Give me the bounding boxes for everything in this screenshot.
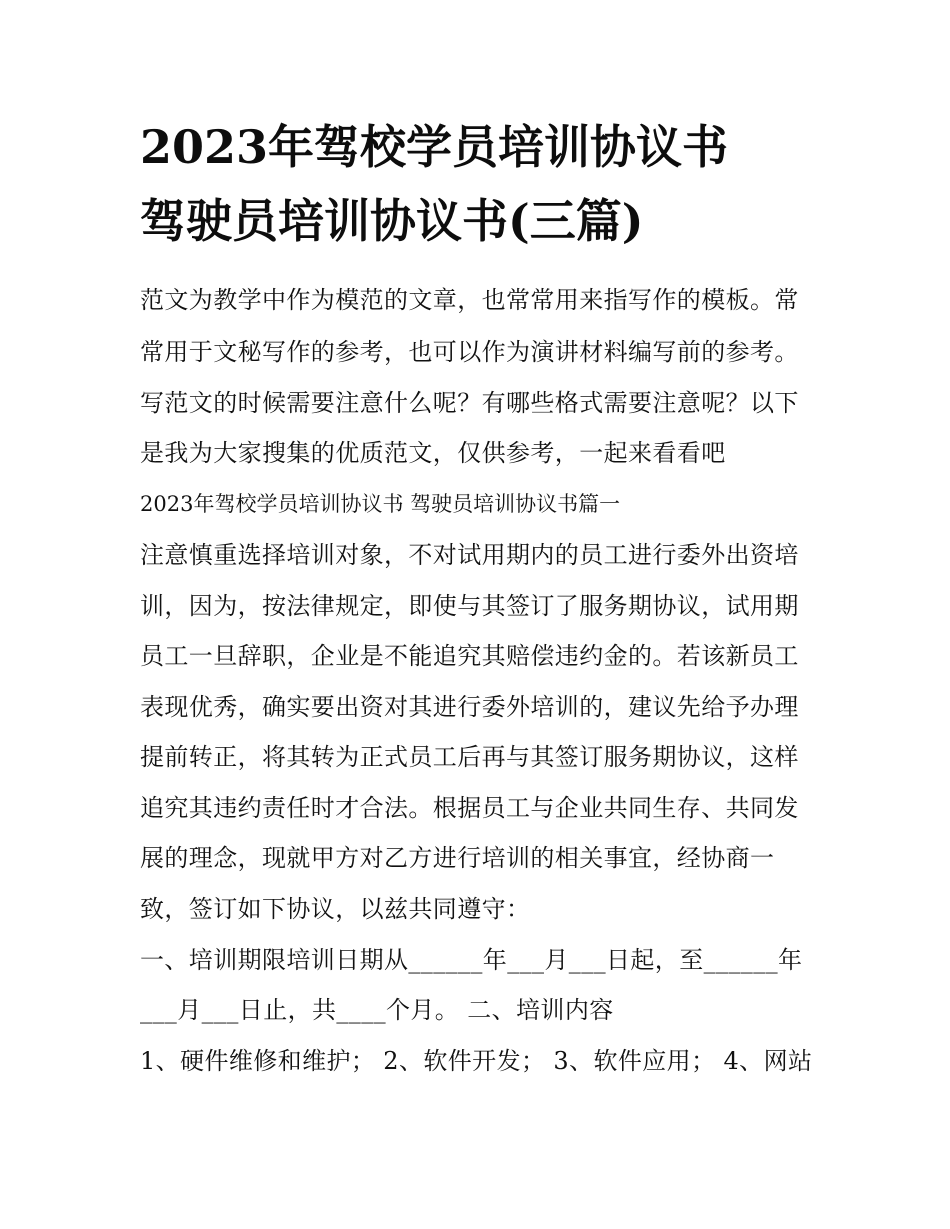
body-line-1: 注意慎重选择培训对象，不对试用期内的员工进行委外出资培	[140, 541, 799, 569]
document-title-line-2: 驾驶员培训协议书(三篇)	[140, 194, 644, 248]
body-line-4: 表现优秀，确实要出资对其进行委外培训的，建议先给予办理	[140, 693, 799, 721]
body-line-2: 训，因为，按法律规定，即使与其签订了服务期协议，试用期	[140, 592, 799, 620]
body-line-10: ___月___日止，共____个月。 二、培训内容	[140, 996, 614, 1024]
intro-line-4: 是我为大家搜集的优质范文，仅供参考，一起来看看吧	[140, 439, 726, 467]
intro-line-3: 写范文的时候需要注意什么呢？有哪些格式需要注意呢？以下	[140, 389, 799, 417]
body-line-3: 员工一旦辞职，企业是不能追究其赔偿违约金的。若该新员工	[140, 642, 799, 670]
body-line-6: 追究其违约责任时才合法。根据员工与企业共同生存、共同发	[140, 794, 799, 822]
body-line-7: 展的理念，现就甲方对乙方进行培训的相关事宜，经协商一	[140, 844, 775, 872]
document-title-line-1: 2023年驾校学员培训协议书	[140, 120, 729, 174]
intro-line-2: 常用于文秘写作的参考，也可以作为演讲材料编写前的参考。	[140, 338, 799, 366]
body-line-9: 一、培训期限培训日期从______年___月___日起，至______年	[140, 946, 803, 974]
intro-line-1: 范文为教学中作为模范的文章，也常常用来指写作的模板。常	[140, 286, 799, 314]
body-line-5: 提前转正，将其转为正式员工后再与其签订服务期协议，这样	[140, 743, 799, 771]
body-line-11: 1、硬件维修和维护； 2、软件开发； 3、软件应用； 4、网站	[140, 1047, 813, 1075]
body-line-8: 致，签订如下协议，以兹共同遵守：	[140, 895, 531, 923]
section-heading: 2023年驾校学员培训协议书 驾驶员培训协议书篇一	[140, 492, 621, 516]
